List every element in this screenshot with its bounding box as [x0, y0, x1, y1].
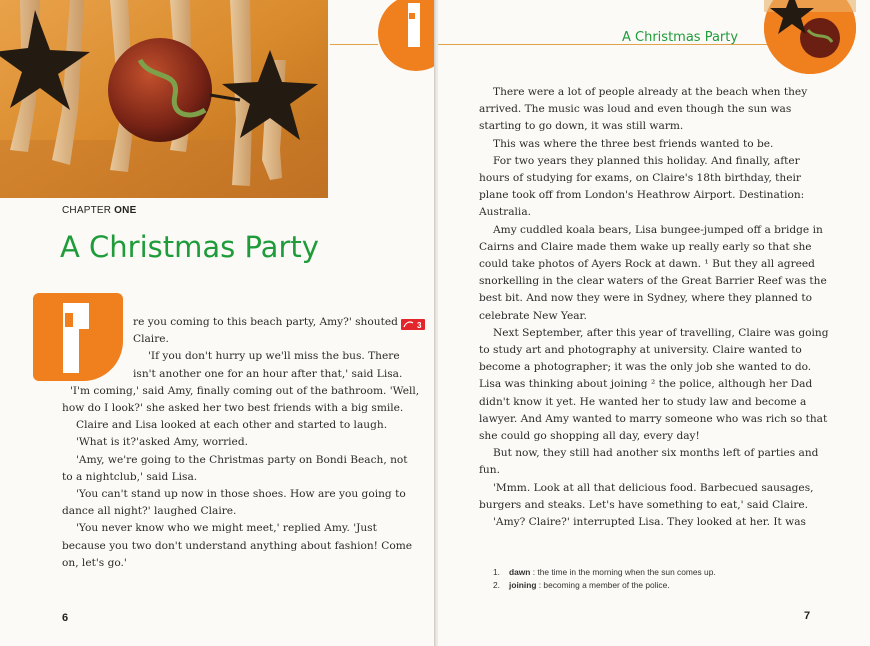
text-line: become a photographer; it was the only job she wanted to do. [479, 361, 812, 374]
text-line: 'Amy, we're going to the Christmas party on Bondi Beach, not [76, 453, 408, 466]
text-line: Australia. [479, 206, 532, 219]
text-line: burgers and steaks. Let's have something to eat,' said Claire. [479, 498, 809, 511]
text-line: Amy cuddled koala bears, Lisa bungee-jumped off a bridge in [493, 223, 823, 236]
text-line: arrived. The music was loud and even though the sun was [479, 103, 792, 116]
text-line: There were a lot of people already at the beach when they [493, 86, 808, 98]
text-line: isn't another one for an hour after that,' said Lisa. [133, 367, 403, 380]
text-line: fun. [479, 464, 500, 477]
text-line: how do I look?' she asked her two best friends with a big smile. [62, 402, 404, 415]
text-line: hours of studying for exams, on Claire's 18th birthday, their [479, 172, 801, 185]
party-illustration-icon [0, 0, 328, 198]
footnote-number: 1. [493, 567, 500, 577]
text-line: on, let's go.' [62, 556, 127, 569]
chapter-label-prefix: CHAPTER [62, 205, 112, 216]
text-line: lawyer. And Amy wanted to marry someone who was rich so that [479, 412, 828, 425]
text-line: best bit. And now they were in Sydney, where they planned to [479, 292, 813, 305]
text-line: 'You never know who we might meet,' replied Amy. 'Just [76, 522, 377, 535]
footnote [493, 579, 716, 592]
chapter-illustration [0, 0, 328, 198]
page-number-right: 7 [804, 610, 811, 622]
footnotes [493, 566, 716, 592]
text-line: This was where the three best friends wanted to be. [493, 137, 774, 150]
footnote-term: dawn [509, 567, 531, 577]
text-line: plane took off from London's Heathrow Airport. Destination: [479, 189, 805, 202]
text-line: 'Mmm. Look at all that delicious food. Barbecued sausages, [493, 481, 814, 494]
cd-track-number: 3 [417, 321, 422, 330]
right-body-text [479, 84, 828, 531]
text-line: For two years they planned this holiday. And finally, after [493, 154, 800, 167]
footnote-term: joining [509, 580, 537, 590]
text-line: But now, they still had another six months left of parties and [493, 447, 819, 460]
text-line: because you two don't understand anything about fashion! Come [62, 539, 413, 552]
text-line: Next September, after this year of travelling, Claire was going [493, 326, 829, 339]
text-line: 'You can't stand up now in those shoes. How are you going to [76, 488, 406, 501]
chapter-label-number: ONE [114, 205, 137, 216]
text-line: starting to go down, it was still warm. [479, 120, 684, 133]
text-line: didn't know it yet. He wanted her to study law and become a [479, 395, 807, 408]
text-line: Claire and Lisa looked at each other and started to laugh. [76, 419, 388, 432]
right-page [438, 0, 870, 646]
chapter-badge [378, 0, 436, 71]
text-line: to a nightclub,' said Lisa. [62, 470, 198, 483]
text-line: Claire. [133, 333, 169, 346]
text-line: to study art and photography at university. Claire wanted to [479, 344, 802, 357]
text-line: 'Amy? Claire?' interrupted Lisa. They looked at her. It was [493, 516, 806, 529]
text-line: she could go shopping all day, every day! [479, 430, 700, 443]
footnote-definition: : the time in the morning when the sun comes up. [530, 567, 716, 577]
text-line: celebrate New Year. [479, 309, 587, 322]
footnote-definition: : becoming a member of the police. [536, 580, 670, 590]
text-line: could take photos of Ayers Rock at dawn. ¹ But they all agreed [479, 258, 815, 271]
chapter-one-badge-icon [378, 0, 436, 71]
chapter-label [62, 205, 136, 216]
corner-ornament-icon [764, 0, 856, 74]
running-head: A Christmas Party [622, 30, 739, 45]
text-line: snorkelling in the clear waters of the Great Barrier Reef was the [479, 275, 827, 288]
text-line: Lisa was thinking about joining ² the police, although her Dad [479, 378, 813, 391]
text-line: 'If you don't hurry up we'll miss the bus. There [148, 350, 400, 363]
text-line: 'What is it?'asked Amy, worried. [76, 436, 248, 449]
page-number-left: 6 [62, 612, 69, 624]
chapter-title: A Christmas Party [60, 230, 319, 264]
text-line: Cairns and Claire made them wake up really early so that she [479, 240, 812, 253]
left-head-rule [330, 44, 378, 45]
left-body-text [62, 314, 419, 572]
text-line: re you coming to this beach party, Amy?' shouted [133, 316, 398, 328]
text-line: 'I'm coming,' said Amy, finally coming out of the bathroom. 'Well, [70, 384, 420, 397]
footnote [493, 566, 716, 579]
text-line: dance all night?' laughed Claire. [62, 505, 237, 518]
footnote-number: 2. [493, 580, 500, 590]
corner-badge [764, 0, 856, 74]
